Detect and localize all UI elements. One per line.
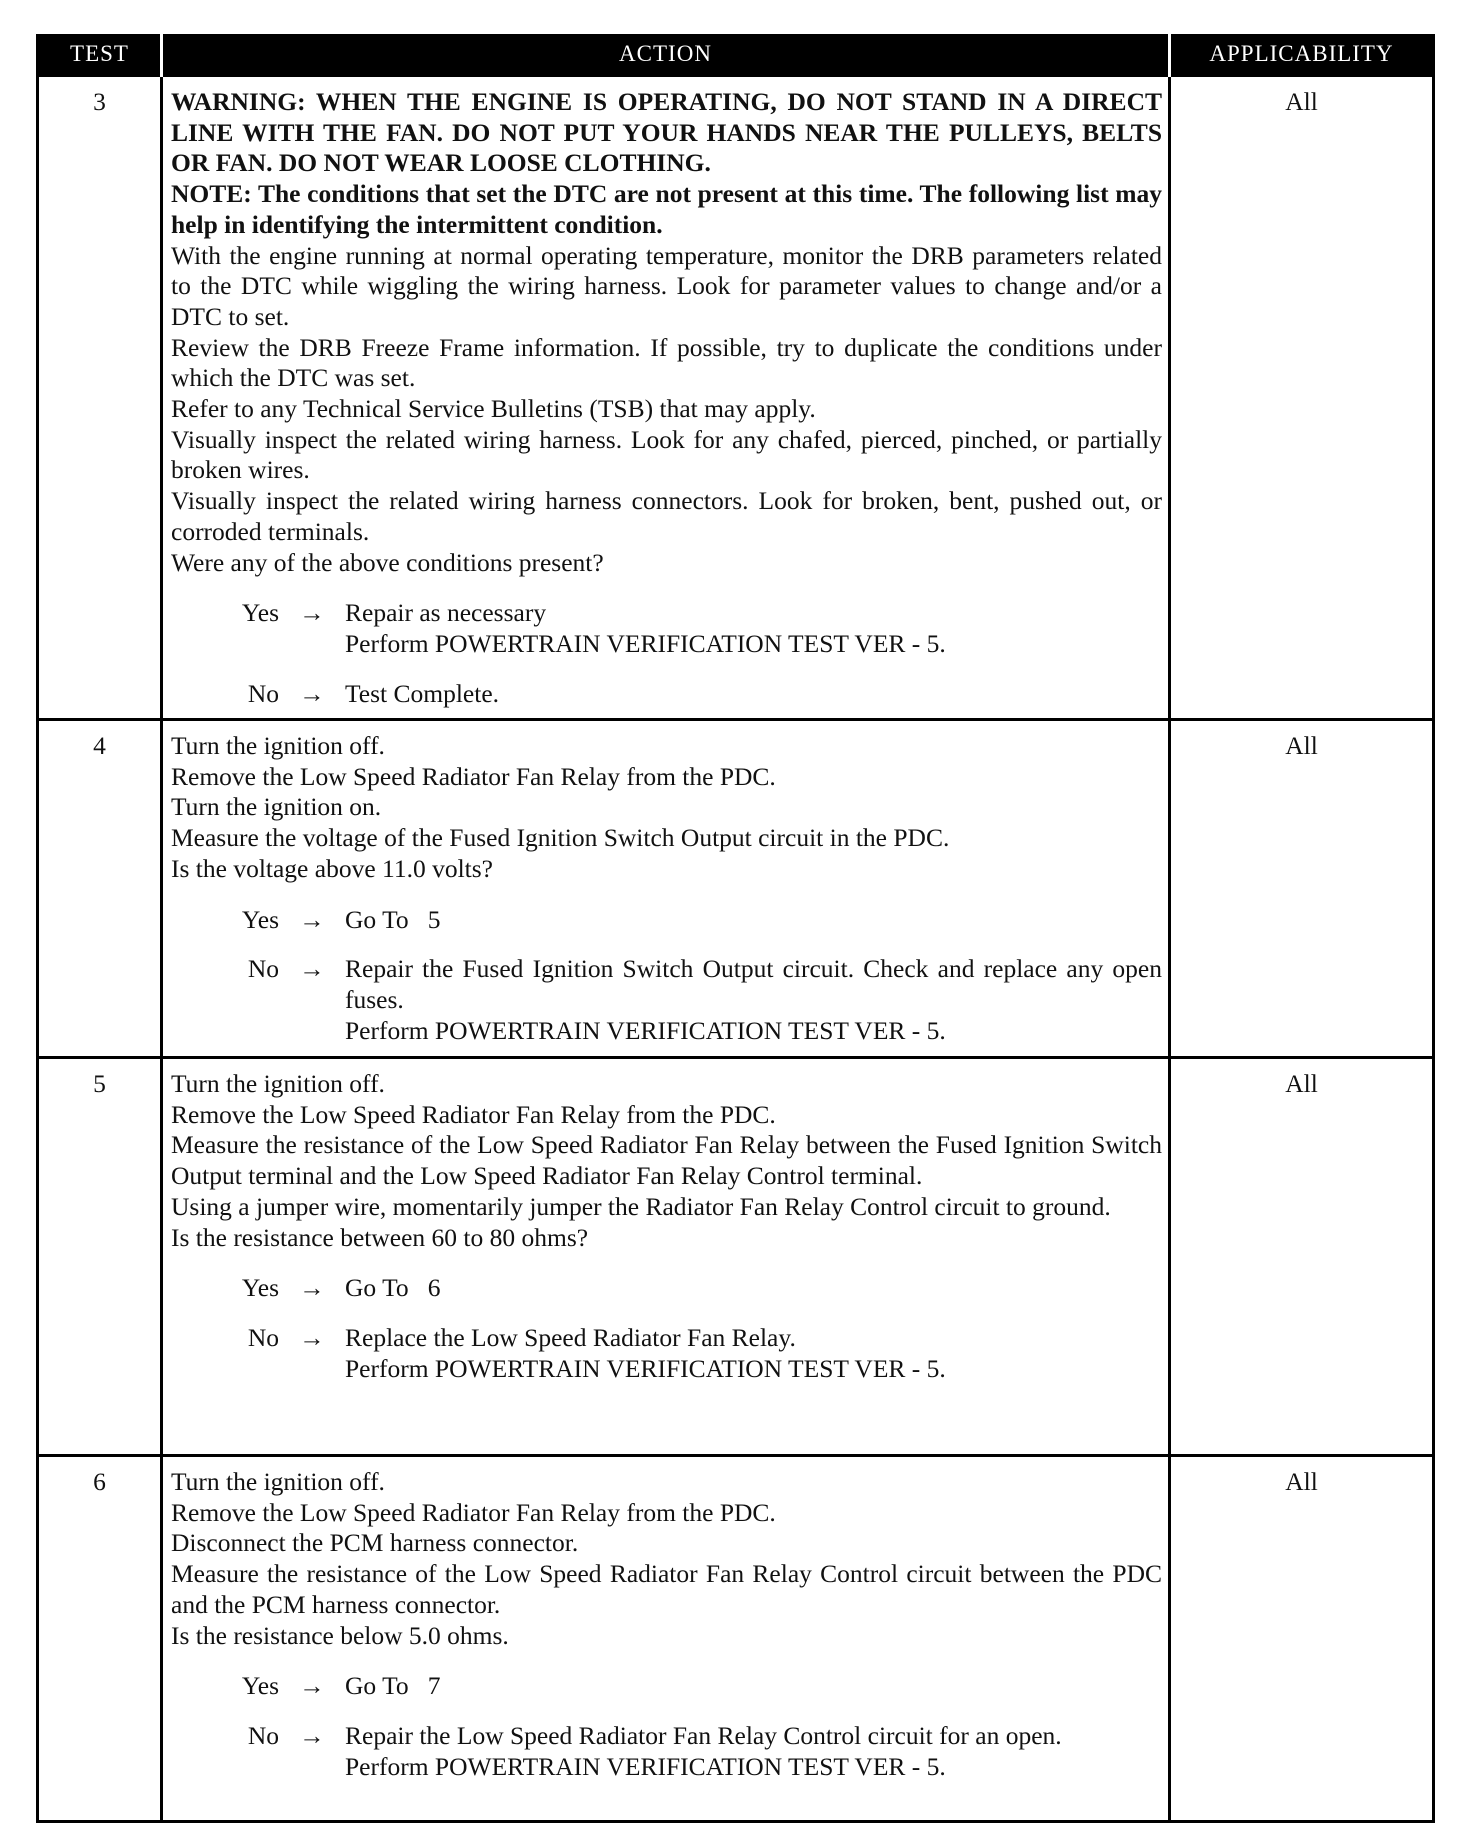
header-applicability: APPLICABILITY [1170, 34, 1434, 76]
test-number: 6 [38, 1456, 162, 1822]
action-cell [162, 1456, 1170, 1822]
action-cell [162, 720, 1170, 1058]
answer-line: Go To 5 [345, 904, 441, 934]
answer-line: Go To 6 [345, 1273, 441, 1303]
test-number: 4 [38, 720, 162, 1058]
step-text: Disconnect the PCM harness connector. [171, 1528, 579, 1558]
answer-line: Repair the Low Speed Radiator Fan Relay Control circuit for an open. [345, 1720, 1062, 1750]
step-text: Measure the voltage of the Fused Ignition Switch Output circuit in the PDC. [171, 823, 950, 853]
answer-yes [171, 1273, 1162, 1304]
step-text: Remove the Low Speed Radiator Fan Relay from the PDC. [171, 1497, 776, 1527]
arrow-icon: → [299, 678, 325, 708]
action-cell [162, 1058, 1170, 1456]
question-text: Were any of the above conditions present? [171, 547, 604, 577]
step-text: Visually inspect the related wiring harness. Look for any chafed, pierced, pinched, or partially broken wires. [171, 424, 1162, 485]
answer-line: Perform POWERTRAIN VERIFICATION TEST VER - 5. [345, 628, 946, 658]
step-text: Visually inspect the related wiring harness connectors. Look for broken, bent, pushed out, or corroded terminals. [171, 486, 1162, 546]
answer-yes [171, 598, 1162, 659]
step-text: With the engine running at normal operating temperature, monitor the DRB parameters related to the DTC while wiggling the wiring harness. Look for parameter values to change and/or a DTC to set. [171, 240, 1162, 331]
answer-yes [171, 1671, 1162, 1702]
answer-no [171, 679, 1162, 710]
test-number: 3 [38, 76, 162, 720]
step-text: Remove the Low Speed Radiator Fan Relay from the PDC. [171, 1099, 776, 1129]
answer-line: Perform POWERTRAIN VERIFICATION TEST VER - 5. [345, 1751, 946, 1781]
answer-label: Yes [241, 1671, 279, 1701]
answer-no [171, 1323, 1162, 1384]
step-text: Remove the Low Speed Radiator Fan Relay from the PDC. [171, 761, 776, 791]
step-text: Measure the resistance of the Low Speed Radiator Fan Relay Control circuit between the PDC and the PCM harness connector. [171, 1559, 1162, 1619]
answer-no [171, 1721, 1162, 1782]
arrow-icon: → [299, 904, 325, 934]
question-text: Is the voltage above 11.0 volts? [171, 853, 493, 883]
arrow-icon: → [299, 1720, 325, 1750]
applicability-value: All [1170, 720, 1434, 1058]
arrow-icon: → [299, 598, 325, 628]
answer-label: No [247, 1720, 279, 1750]
test-number: 5 [38, 1058, 162, 1456]
answer-line: Go To 7 [345, 1671, 441, 1701]
answer-label: No [247, 678, 279, 708]
answer-label: Yes [241, 904, 279, 934]
test-row-3 [38, 76, 1434, 720]
answer-label: Yes [241, 1273, 279, 1303]
header-test: TEST [38, 34, 162, 76]
step-text: Using a jumper wire, momentarily jumper the Radiator Fan Relay Control circuit to ground. [171, 1191, 1111, 1221]
question-text: Is the resistance below 5.0 ohms. [171, 1620, 509, 1650]
answer-label: No [247, 1322, 279, 1352]
answer-no [171, 954, 1162, 1046]
step-text: Turn the ignition off. [171, 731, 385, 760]
applicability-value: All [1170, 1058, 1434, 1456]
arrow-icon: → [299, 1671, 325, 1701]
step-text: Turn the ignition on. [171, 792, 382, 822]
answer-line: Repair as necessary [345, 598, 547, 628]
answer-label: No [247, 954, 279, 984]
diagnostic-page [36, 34, 1432, 1823]
action-cell [162, 76, 1170, 720]
arrow-icon: → [299, 1322, 325, 1352]
answer-line: Test Complete. [345, 678, 500, 708]
answer-line: Repair the Fused Ignition Switch Output circuit. Check and replace any open fuses. [345, 954, 1162, 1014]
table-header-row [38, 34, 1434, 76]
answer-line: Replace the Low Speed Radiator Fan Relay. [345, 1322, 796, 1352]
step-text: Measure the resistance of the Low Speed Radiator Fan Relay between the Fused Ignition Switch Output terminal and the Low Speed Radiator Fan Relay Control terminal. [171, 1130, 1162, 1191]
answer-line: Perform POWERTRAIN VERIFICATION TEST VER - 5. [345, 1015, 946, 1045]
applicability-value: All [1170, 1456, 1434, 1822]
arrow-icon: → [299, 1273, 325, 1303]
answer-yes [171, 905, 1162, 936]
note-text: NOTE: The conditions that set the DTC are not present at this time. The following list may help in identifying the intermittent condition. [171, 179, 1162, 239]
applicability-value: All [1170, 76, 1434, 720]
test-row-4 [38, 720, 1434, 1058]
question-text: Is the resistance between 60 to 80 ohms? [171, 1222, 589, 1252]
answer-label: Yes [241, 598, 279, 628]
diagnostic-test-table [36, 34, 1435, 1823]
warning-text: WARNING: WHEN THE ENGINE IS OPERATING, DO NOT STAND IN A DIRECT LINE WITH THE FAN. DO NOT PUT YOUR HANDS NEAR THE PULLEYS, BELTS OR FAN. DO NOT WEAR LOOSE CLOTHING. [171, 87, 1162, 178]
test-row-5 [38, 1058, 1434, 1456]
header-action: ACTION [162, 34, 1170, 76]
test-row-6 [38, 1456, 1434, 1822]
step-text: Turn the ignition off. [171, 1467, 385, 1496]
arrow-icon: → [299, 954, 325, 984]
step-text: Turn the ignition off. [171, 1069, 385, 1098]
answer-line: Perform POWERTRAIN VERIFICATION TEST VER - 5. [345, 1353, 946, 1383]
step-text: Review the DRB Freeze Frame information. If possible, try to duplicate the conditions under which the DTC was set. [171, 332, 1162, 393]
step-text: Refer to any Technical Service Bulletins (TSB) that may apply. [171, 394, 816, 424]
